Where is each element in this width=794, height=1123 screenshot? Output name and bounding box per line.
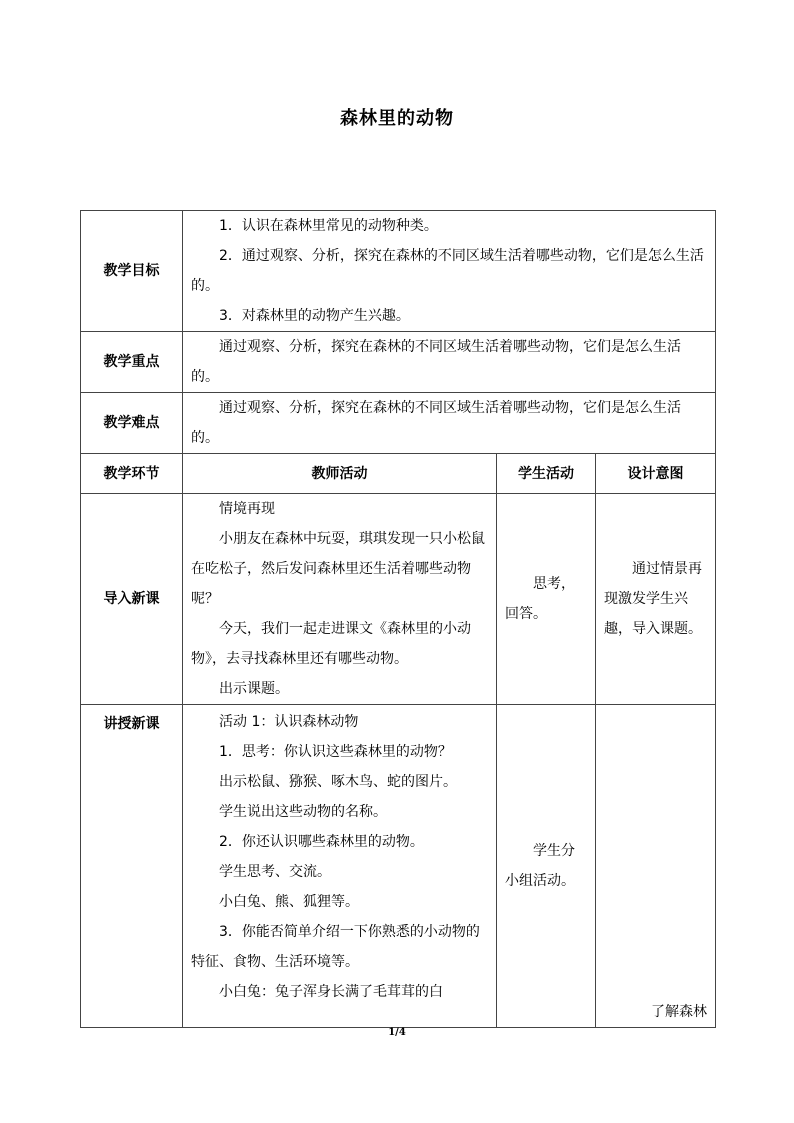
key-points-row [81, 332, 716, 393]
key-points-label: 教学重点 [81, 332, 183, 393]
intro-student [497, 494, 596, 705]
intro-teacher [183, 494, 497, 705]
lesson-intent [596, 705, 716, 1028]
key-points-text: 通过观察、分析，探究在森林的不同区域生活着哪些动物，它们是怎么生活的。 [191, 339, 681, 385]
teacher-paragraph: 小白兔、熊、狐狸等。 [219, 894, 359, 910]
objective-item: 2．通过观察、分析，探究在森林的不同区域生活着哪些动物，它们是怎么生活的。 [191, 248, 704, 294]
teacher-paragraph: 学生说出这些动物的名称。 [219, 804, 387, 820]
header-intent: 设计意图 [596, 454, 716, 494]
difficulties-text: 通过观察、分析，探究在森林的不同区域生活着哪些动物，它们是怎么生活的。 [191, 400, 681, 446]
lesson-row [81, 705, 716, 1028]
teacher-paragraph: 2．你还认识哪些森林里的动物。 [219, 834, 424, 850]
lesson-stage: 讲授新课 [81, 705, 183, 1028]
lesson-teacher [183, 705, 497, 1028]
objective-item: 3．对森林里的动物产生兴趣。 [219, 308, 410, 324]
intro-stage: 导入新课 [81, 494, 183, 705]
teacher-paragraph: 出示课题。 [219, 681, 289, 697]
lesson-plan-table [80, 210, 716, 1028]
student-text: 思考，回答。 [505, 576, 575, 622]
teacher-paragraph: 情境再现 [219, 501, 275, 517]
intent-text: 通过情景再现激发学生兴趣，导入课题。 [604, 561, 702, 637]
teacher-paragraph: 1．思考：你认识这些森林里的动物？ [219, 744, 452, 760]
objective-item: 1．认识在森林里常见的动物种类。 [219, 218, 438, 234]
teacher-paragraph: 小白兔：兔子浑身长满了毛茸茸的白 [219, 984, 443, 1000]
difficulties-content [183, 393, 716, 454]
teacher-paragraph: 3．你能否简单介绍一下你熟悉的小动物的特征、食物、生活环境等。 [191, 924, 480, 970]
difficulties-label: 教学难点 [81, 393, 183, 454]
teacher-paragraph: 出示松鼠、猕猴、啄木鸟、蛇的图片。 [219, 774, 457, 790]
teacher-paragraph: 小朋友在森林中玩耍，琪琪发现一只小松鼠在吃松子，然后发问森林里还生活着哪些动物呢？ [191, 531, 485, 607]
page-number: 1/4 [388, 1027, 406, 1038]
key-points-content [183, 332, 716, 393]
teacher-paragraph: 今天，我们一起走进课文《森林里的小动物》，去寻找森林里还有哪些动物。 [191, 621, 471, 667]
lesson-student [497, 705, 596, 1028]
intro-intent [596, 494, 716, 705]
objectives-row [81, 211, 716, 332]
header-teacher: 教师活动 [183, 454, 497, 494]
intro-row [81, 494, 716, 705]
intent-text: 了解森林 [651, 1004, 707, 1020]
objectives-content [183, 211, 716, 332]
page-title: 森林里的动物 [340, 108, 454, 129]
teacher-paragraph: 活动 1：认识森林动物 [219, 714, 359, 730]
objectives-label: 教学目标 [81, 211, 183, 332]
difficulties-row [81, 393, 716, 454]
teacher-paragraph: 学生思考、交流。 [219, 864, 331, 880]
header-stage: 教学环节 [81, 454, 183, 494]
header-row [81, 454, 716, 494]
student-text: 学生分小组活动。 [505, 843, 575, 889]
header-student: 学生活动 [497, 454, 596, 494]
